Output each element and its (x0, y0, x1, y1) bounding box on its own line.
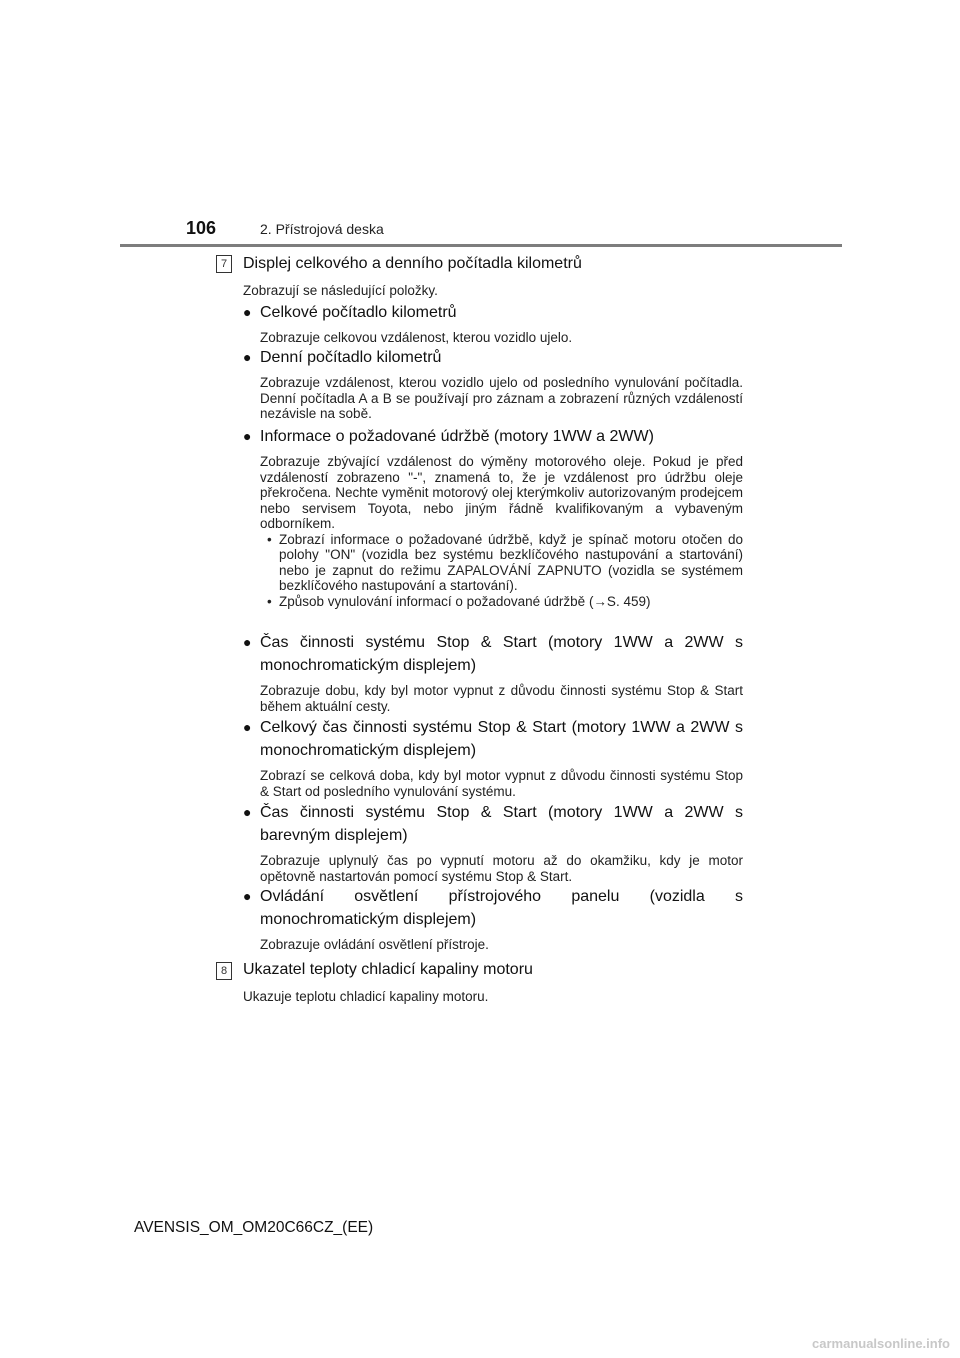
section-description: Ukazuje teplotu chladicí kapaliny motoru. (243, 989, 489, 1004)
section-number-7: 7 (216, 255, 232, 273)
item-title: Čas činnosti systému Stop & Start (motory 1WW a 2WW s barevným displejem) (260, 804, 743, 844)
document-code: AVENSIS_OM_OM20C66CZ_(EE) (134, 1219, 374, 1236)
item-description: Zobrazuje vzdálenost, kterou vozidlo ujelo od posledního vynulování počítadla. Denní počítadla A a B se používají pro záznam a zobrazení různých vzdáleností nezávisle na sobě. (260, 375, 743, 421)
bullet-icon: ● (243, 719, 252, 735)
list-item (243, 301, 743, 346)
bullet-icon: ● (243, 804, 252, 820)
item-title: Celkové počítadlo kilometrů (260, 304, 457, 321)
item-title: Informace o požadované údržbě (motory 1WW a 2WW) (260, 428, 654, 445)
subpoint[interactable] (260, 594, 743, 610)
watermark: carmanualsonline.info (812, 1336, 950, 1351)
bullet-icon: ● (243, 349, 252, 365)
item-title: Denní počítadlo kilometrů (260, 349, 442, 366)
list-item (243, 631, 743, 714)
section-description: Zobrazují se následující položky. (243, 283, 438, 298)
item-description: Zobrazuje dobu, kdy byl motor vypnut z důvodu činnosti systému Stop & Start během aktuální cesty. (260, 683, 743, 714)
item-description: Zobrazí se celková doba, kdy byl motor vypnut z důvodu činnosti systému Stop & Start od posledního vynulování systému. (260, 768, 743, 799)
bullet-icon: ● (243, 634, 252, 650)
subpoint-bullet-icon: • (267, 531, 272, 547)
list-item (243, 425, 743, 609)
item-description: Zobrazuje uplynulý čas po vypnutí motoru až do okamžiku, kdy je motor opětovně nastartován pomocí systému Stop & Start. (260, 853, 743, 884)
subpoint-text: Zobrazí informace o požadované údržbě, když je spínač motoru otočen do polohy "ON" (vozidla bez systému bezklíčového nastupování a startování) nebo je zapnut do režimu ZAPALOVÁNÍ ZAPNUTO (vozidla se systémem bezklíčového nastupování a startování). (279, 531, 743, 593)
section-title: Ukazatel teploty chladicí kapaliny motoru (243, 961, 533, 978)
bullet-icon: ● (243, 304, 252, 320)
item-description: Zobrazuje ovládání osvětlení přístroje. (260, 937, 489, 952)
list-item (243, 716, 743, 799)
section-title: Displej celkového a denního počítadla kilometrů (243, 255, 582, 272)
subpoint-text: Způsob vynulování informací o požadované údržbě (→S. 459) (279, 593, 651, 609)
item-title: Celkový čas činnosti systému Stop & Start (motory 1WW a 2WW s monochromatickým displejem) (260, 719, 743, 759)
bullet-icon: ● (243, 428, 252, 444)
bullet-icon: ● (243, 888, 252, 904)
list-item (243, 801, 743, 884)
item-title: Ovládání osvětlení přístrojového panelu (vozidla s monochromatickým displejem) (260, 888, 743, 928)
subpoint (260, 532, 743, 594)
section-number-8: 8 (216, 962, 232, 980)
subpoint-list (243, 532, 743, 610)
list-item (243, 346, 743, 422)
item-description: Zobrazuje zbývající vzdálenost do výměny motorového oleje. Pokud je před vzdáleností zobrazeno "-", znamená to, že je vzdálenost pro údržbu oleje překročena. Nechte vyměnit motorový olej kterýmkoliv autorizovaným prodejcem nebo servisem Toyota, nebo jiným řádně kvalifikovaným a vybaveným odborníkem. (260, 454, 743, 531)
chapter-title: 2. Přístrojová deska (260, 221, 384, 237)
header-rule (120, 244, 842, 247)
list-item (243, 885, 743, 953)
item-title: Čas činnosti systému Stop & Start (motory 1WW a 2WW s monochromatickým displejem) (260, 634, 743, 674)
subpoint-bullet-icon: • (267, 593, 272, 609)
page-number: 106 (186, 218, 217, 238)
item-description: Zobrazuje celkovou vzdálenost, kterou vozidlo ujelo. (260, 330, 573, 345)
